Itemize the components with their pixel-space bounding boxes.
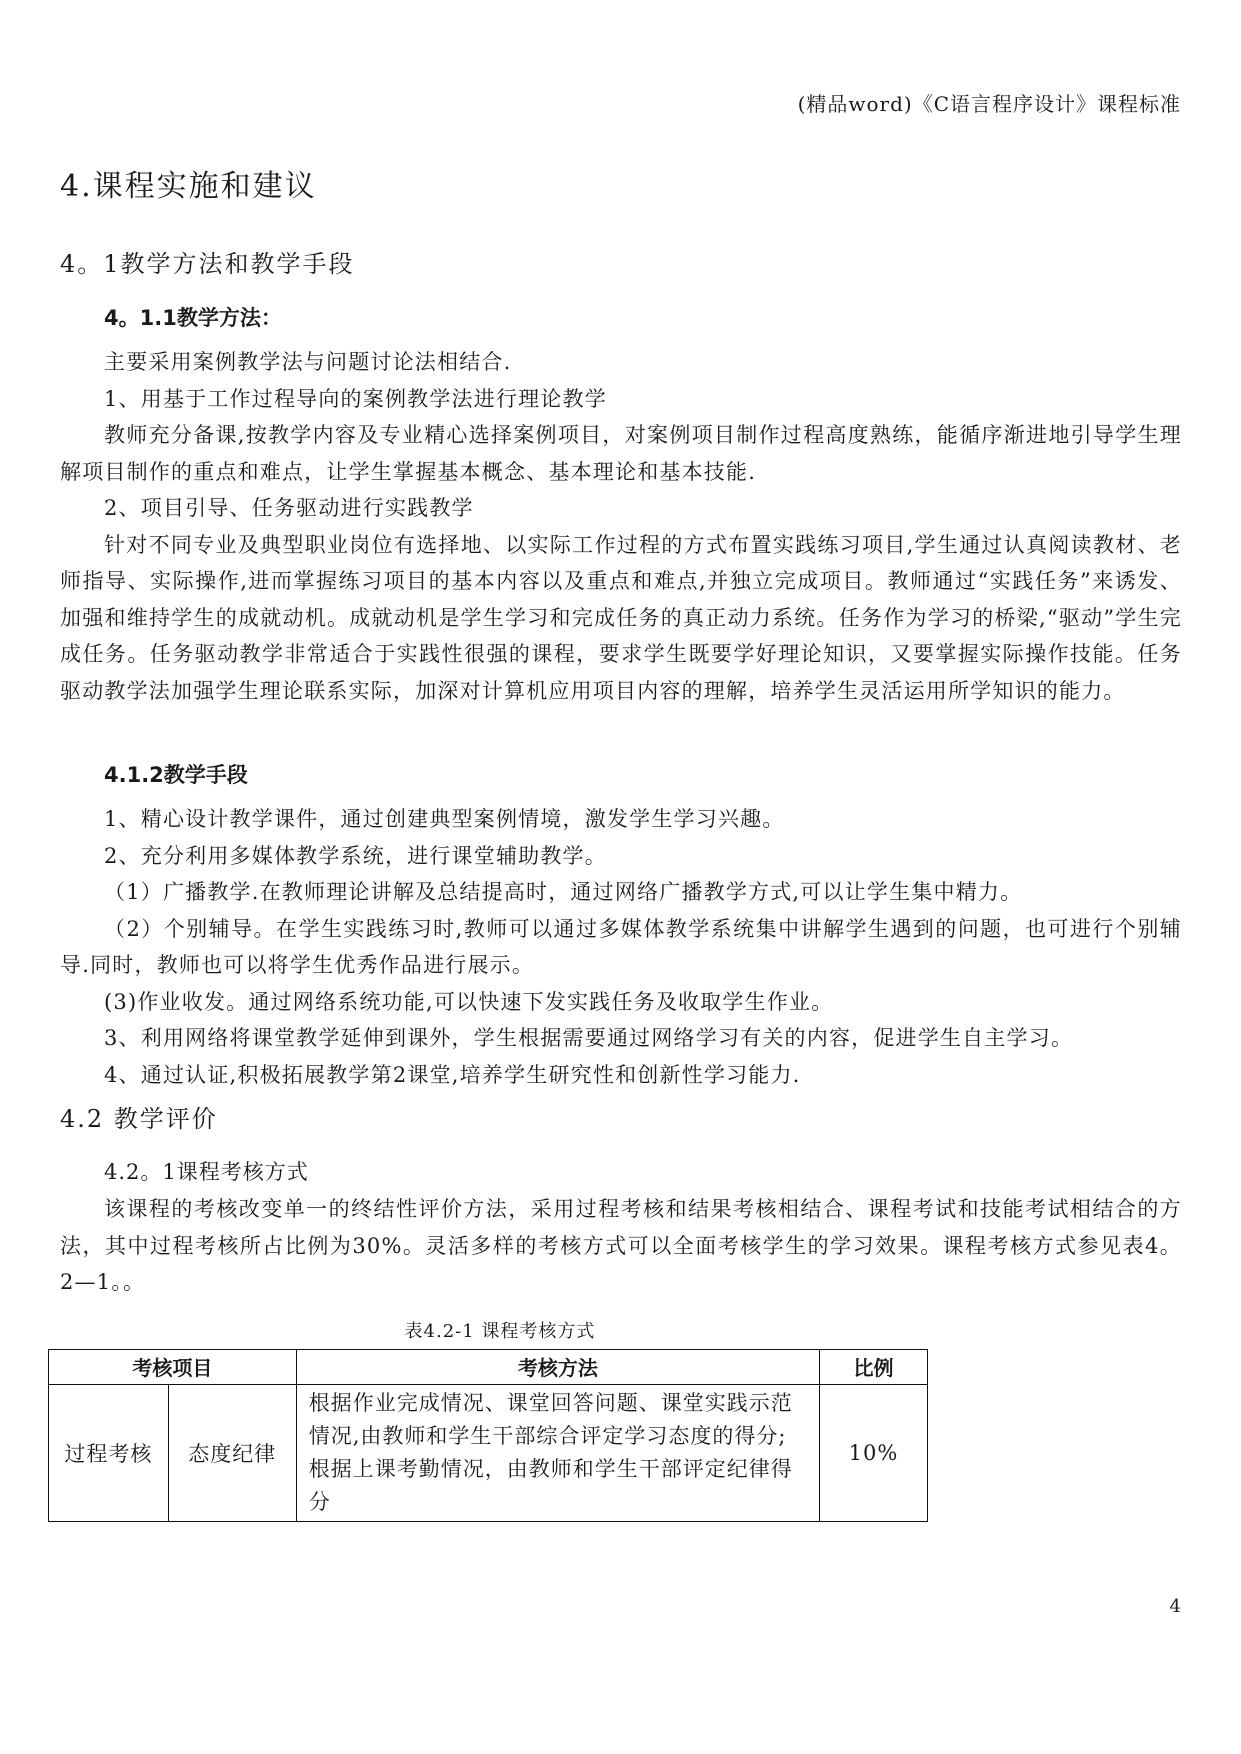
paragraph: 2、充分利用多媒体教学系统，进行课堂辅助教学。 <box>104 843 607 868</box>
section-title: 4.课程实施和建议 <box>60 169 317 204</box>
subsection-title-4-1: 4。1教学方法和教学手段 <box>60 250 355 278</box>
paragraph: 3、利用网络将课堂教学延伸到课外，学生根据需要通过网络学习有关的内容，促进学生自主学习。 <box>104 1026 1074 1050</box>
running-header: (精品word)《C语言程序设计》课程标准 <box>797 92 1181 116</box>
cell-subcategory: 态度纪律 <box>168 1384 296 1521</box>
paragraph: （1）广播教学.在教师理论讲解及总结提高时，通过网络广播教学方式,可以让学生集中精力。 <box>104 880 1023 904</box>
cell-method <box>296 1384 819 1521</box>
table-caption: 表4.2-1 课程考核方式 <box>404 1320 596 1342</box>
paragraph: 4、通过认证,积极拓展教学第2课堂,培养学生研究性和创新性学习能力. <box>104 1062 801 1087</box>
subsubsection-title-4-1-1: 4。1.1教学方法： <box>104 306 282 330</box>
method-line: 根据作业完成情况、课堂回答问题、课堂实践示范情况,由教师和学生干部综合评定学习态度的得分; <box>308 1390 793 1448</box>
header-method: 考核方法 <box>296 1349 819 1384</box>
subsubsection-title-4-2-1: 4.2。1课程考核方式 <box>104 1160 309 1184</box>
page-number: 4 <box>1169 1596 1181 1617</box>
paragraph: 针对不同专业及典型职业岗位有选择地、以实际工作过程的方式布置实践练习项目,学生通过认真阅读教材、老师指导、实际操作,进而掌握练习项目的基本内容以及重点和难点,并独立完成项目。教师通过“实践任务”来诱发、加强和维持学生的成就动机。成就动机是学生学习和完成任务的真正动力系统。任务作为学习的桥梁,“驱动”学生完成任务。任务驱动教学非常适合于实践性很强的课程，要求学生既要学好理论知识，又要掌握实际操作技能。任务驱动教学法加强学生理论联系实际，加深对计算机应用项目内容的理解，培养学生灵活运用所学知识的能力。 <box>60 532 1182 703</box>
paragraph: 该课程的考核改变单一的终结性评价方法，采用过程考核和结果考核相结合、课程考试和技能考试相结合的方法，其中过程考核所占比例为30%。灵活多样的考核方式可以全面考核学生的学习效果。课程考核方式参见表4。2—1。。 <box>60 1197 1182 1294</box>
header-item: 考核项目 <box>49 1349 297 1384</box>
paragraph: （2）个别辅导。在学生实践练习时,教师可以通过多媒体教学系统集中讲解学生遇到的问题，也可进行个别辅导.同时，教师也可以将学生优秀作品进行展示。 <box>60 916 1182 977</box>
header-ratio: 比例 <box>820 1349 928 1384</box>
table-row <box>49 1384 928 1521</box>
table-header-row <box>49 1349 928 1384</box>
paragraph: 1、精心设计教学课件，通过创建典型案例情境，激发学生学习兴趣。 <box>104 807 785 831</box>
document-body <box>60 160 1182 1522</box>
subsubsection-title-4-1-2: 4.1.2教学手段 <box>104 763 248 787</box>
method-line: 根据上课考勤情况，由教师和学生干部评定纪律得分 <box>308 1456 793 1514</box>
cell-ratio: 10% <box>820 1384 928 1521</box>
paragraph: (3)作业收发。通过网络系统功能,可以快速下发实践任务及收取学生作业。 <box>104 989 834 1014</box>
paragraph: 主要采用案例教学法与问题讨论法相结合. <box>104 350 512 374</box>
cell-category: 过程考核 <box>49 1384 169 1521</box>
paragraph: 教师充分备课,按教学内容及专业精心选择案例项目，对案例项目制作过程高度熟练，能循序渐进地引导学生理解项目制作的重点和难点，让学生掌握基本概念、基本理论和基本技能. <box>60 423 1182 484</box>
paragraph: 1、用基于工作过程导向的案例教学法进行理论教学 <box>104 386 607 411</box>
subsection-title-4-2: 4.2 教学评价 <box>60 1105 218 1133</box>
paragraph: 2、项目引导、任务驱动进行实践教学 <box>104 496 474 520</box>
assessment-table <box>48 1349 928 1522</box>
